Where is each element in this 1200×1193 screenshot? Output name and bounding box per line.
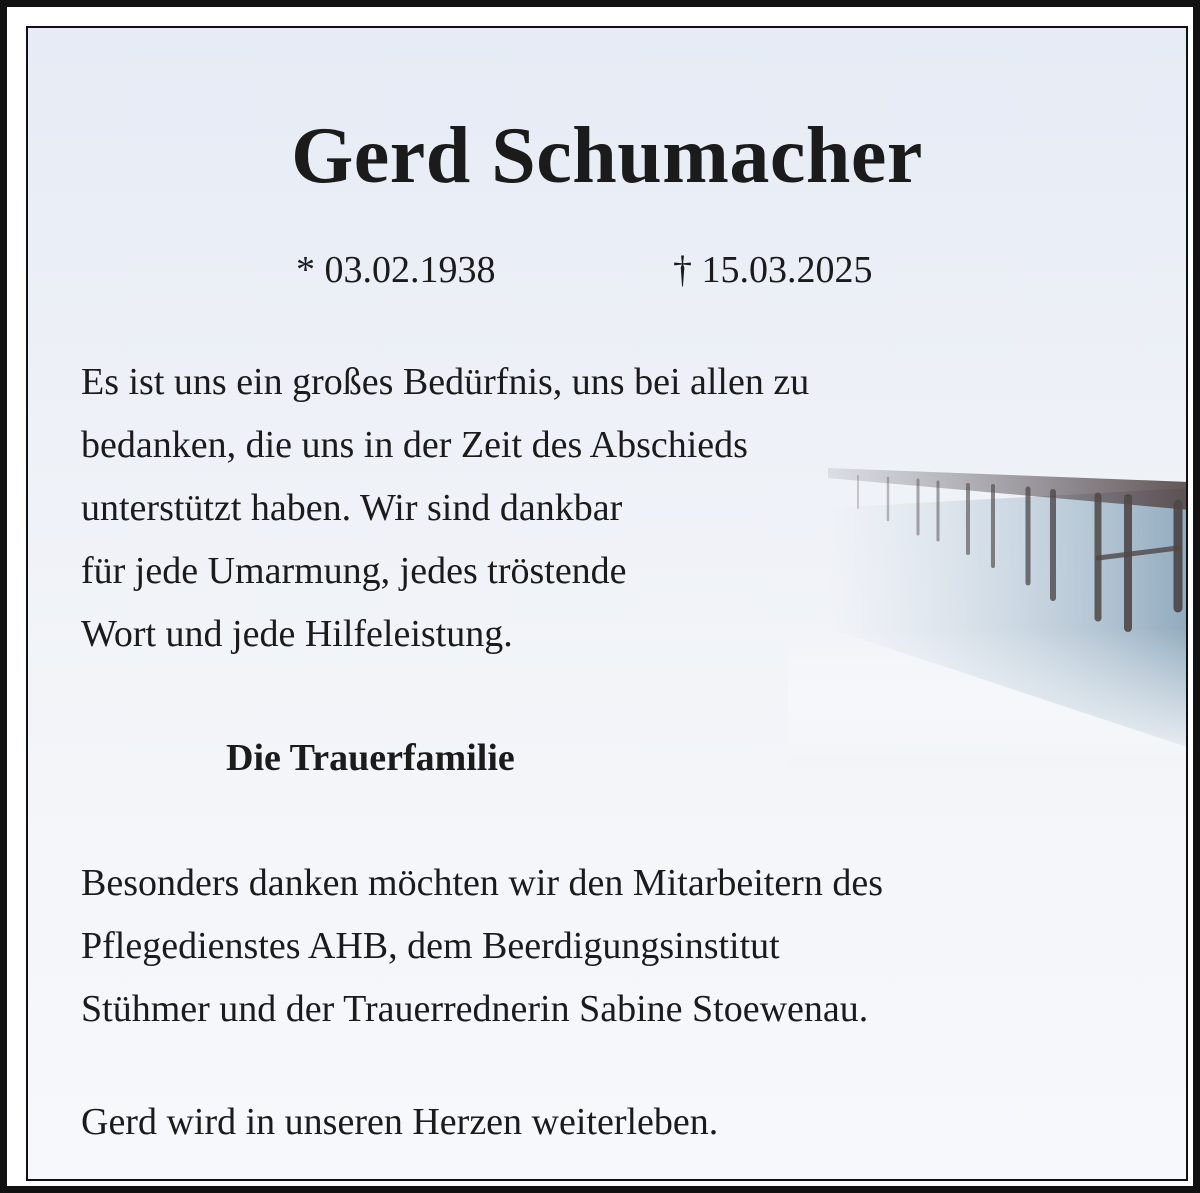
text-line: Pflegedienstes AHB, dem Beerdigungsinstitut <box>81 925 780 967</box>
text-line: unterstützt haben. Wir sind dankbar <box>81 487 623 529</box>
text-line: Besonders danken möchten wir den Mitarbeitern des <box>81 862 883 904</box>
birth-date: * 03.02.1938 <box>296 249 496 291</box>
deceased-name: Gerd Schumacher <box>291 112 923 200</box>
death-date: † 15.03.2025 <box>673 249 873 291</box>
special-thanks-paragraph <box>81 852 883 1041</box>
pier-image <box>788 448 1188 768</box>
thanks-paragraph <box>81 351 809 666</box>
text-line: Stühmer und der Trauerrednerin Sabine Stoewenau. <box>81 988 869 1030</box>
family-signature: Die Trauerfamilie <box>226 737 515 779</box>
text-line: für jede Umarmung, jedes tröstende <box>81 550 627 592</box>
text-line: bedanken, die uns in der Zeit des Abschieds <box>81 424 748 466</box>
obituary-card <box>26 26 1188 1181</box>
text-line: Wort und jede Hilfeleistung. <box>81 613 513 655</box>
text-line: Gerd wird in unseren Herzen weiterleben. <box>81 1101 719 1143</box>
closing-line <box>81 1091 718 1154</box>
text-line: Es ist uns ein großes Bedürfnis, uns bei allen zu <box>81 361 810 403</box>
